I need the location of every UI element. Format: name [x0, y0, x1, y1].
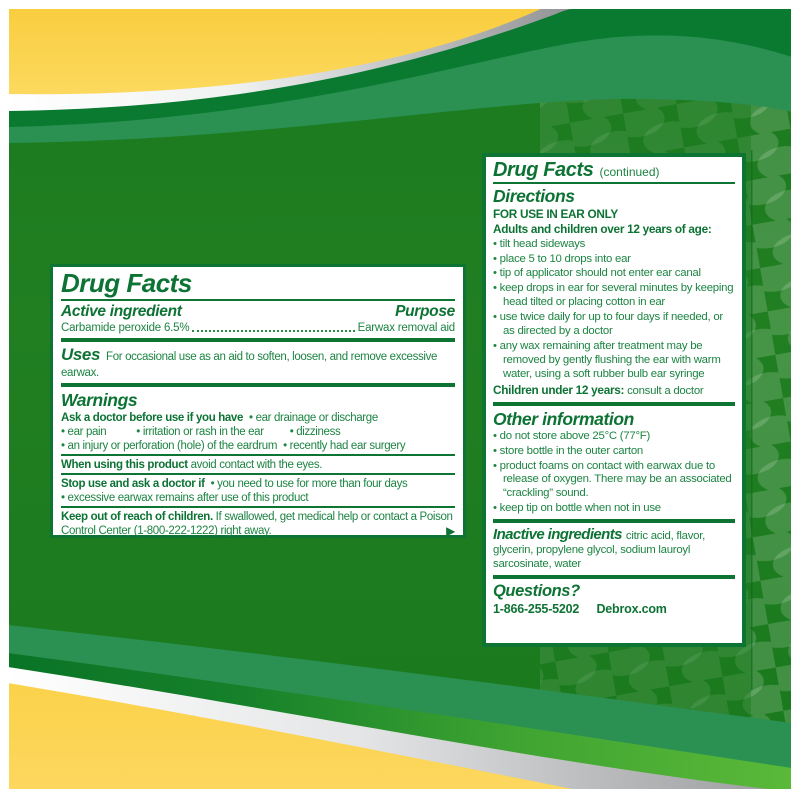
drug-facts-panel — [50, 264, 466, 538]
keep-out-text: If swallowed, get medical help or contact a Poison Control Center (1-800-222-1222) right away. — [61, 511, 453, 538]
directions-list — [493, 238, 735, 382]
dotted-leader — [192, 330, 354, 332]
drug-facts-title: Drug Facts — [493, 159, 594, 181]
directions-heading: Directions — [493, 186, 575, 206]
children-under-12-line — [493, 383, 735, 399]
divider — [493, 519, 735, 523]
when-using-label: When using this product — [61, 459, 188, 472]
divider — [61, 299, 455, 301]
drug-facts-title: Drug Facts — [61, 268, 192, 298]
other-information-item: • do not store above 25°C (77°F) — [493, 430, 735, 444]
direction-step: • place 5 to 10 drops into ear — [493, 253, 735, 267]
drug-facts-continued-panel — [482, 153, 746, 647]
uses-section — [61, 345, 455, 380]
for-use-in-ear-only: FOR USE IN EAR ONLY — [493, 207, 618, 222]
ask-doctor-item: • an injury or perforation (hole) of the eardrum — [61, 439, 277, 453]
divider — [493, 402, 735, 406]
ingredient-purpose: Earwax removal aid — [357, 321, 455, 334]
ask-doctor-label: Ask a doctor before use if you have — [61, 412, 244, 425]
active-ingredient-line — [61, 322, 455, 336]
direction-step: • keep drops in ear for several minutes by keeping head tilted or placing cotton in ear — [493, 282, 735, 310]
other-information-item: • store bottle in the outer carton — [493, 445, 735, 459]
divider — [61, 506, 455, 508]
divider — [61, 383, 455, 387]
direction-step: • use twice daily for up to four days if needed, or as directed by a doctor — [493, 311, 735, 339]
dot-pattern-column — [751, 8, 792, 792]
stop-use-block — [61, 477, 455, 505]
stop-use-label: Stop use and ask a doctor if — [61, 478, 205, 491]
direction-step: • tilt head sideways — [493, 238, 735, 252]
ask-doctor-line-1 — [61, 411, 455, 425]
inactive-ingredients-heading: Inactive ingredients — [493, 526, 622, 544]
continued-arrow-icon: ▶ — [446, 523, 455, 538]
uses-heading: Uses — [61, 345, 101, 365]
direction-step: • any wax remaining after treatment may be removed by gently flushing the ear with warm water, using a soft rubber bulb ear syringe — [493, 340, 735, 382]
frame-left — [0, 0, 9, 800]
other-information-item: • product foams on contact with earwax due to release of oxygen. There may be an associated “crackling” sound. — [493, 460, 735, 502]
divider — [61, 454, 455, 456]
purpose-heading: Purpose — [395, 302, 455, 320]
questions-contact-line — [493, 602, 735, 616]
frame-right — [791, 0, 800, 800]
ask-doctor-line-2 — [61, 425, 455, 439]
adults-label: Adults and children over 12 years of age: — [493, 221, 712, 236]
questions-website: Debrox.com — [596, 602, 667, 617]
children-label: Children under 12 years: — [493, 382, 625, 397]
frame-bottom — [0, 789, 800, 800]
other-information-heading: Other information — [493, 408, 634, 429]
panel-fold-line — [751, 150, 753, 690]
divider — [61, 338, 455, 342]
continued-label: (continued) — [599, 165, 660, 179]
ask-doctor-item: • ear pain — [61, 425, 106, 439]
warnings-heading: Warnings — [61, 390, 138, 411]
keep-out-label: Keep out of reach of children. — [61, 511, 213, 524]
children-text: consult a doctor — [627, 384, 704, 397]
divider — [61, 473, 455, 475]
divider — [493, 575, 735, 579]
ask-doctor-item: • dizziness — [290, 425, 341, 439]
ask-doctor-line-3 — [61, 439, 455, 453]
questions-heading: Questions? — [493, 582, 580, 601]
ask-doctor-item: • irritation or rash in the ear — [136, 425, 263, 439]
stop-use-item: • excessive earwax remains after use of this product — [61, 492, 308, 504]
direction-step: • tip of applicator should not enter ear canal — [493, 267, 735, 281]
ask-doctor-item: • recently had ear surgery — [283, 439, 405, 453]
active-ingredient-header-row — [61, 303, 455, 321]
stop-use-item: • you need to use for more than four days — [211, 477, 408, 491]
active-ingredient-heading: Active ingredient — [61, 302, 182, 320]
other-information-list — [493, 430, 735, 516]
when-using-text: avoid contact with the eyes. — [190, 459, 323, 472]
stop-use-line-2 — [61, 491, 455, 505]
inactive-ingredients-text: citric acid, flavor, glycerin, propylene glycol, sodium lauroyl sarcosinate, water — [493, 530, 706, 571]
drug-facts-continued-header — [493, 159, 735, 181]
divider — [493, 182, 735, 184]
keep-out-of-reach-block — [61, 510, 455, 538]
inactive-ingredients-block — [493, 526, 735, 572]
questions-phone: 1-866-255-5202 — [493, 602, 580, 617]
when-using-block — [61, 458, 455, 472]
uses-text: For occasional use as an aid to soften, loosen, and remove excessive earwax. — [61, 351, 438, 380]
ask-doctor-block — [61, 411, 455, 453]
ask-doctor-item: • ear drainage or discharge — [249, 411, 378, 425]
ingredient-name: Carbamide peroxide 6.5% — [61, 321, 190, 334]
other-information-item: • keep tip on bottle when not in use — [493, 502, 735, 516]
stop-use-line-1 — [61, 477, 455, 491]
frame-top — [0, 0, 800, 9]
